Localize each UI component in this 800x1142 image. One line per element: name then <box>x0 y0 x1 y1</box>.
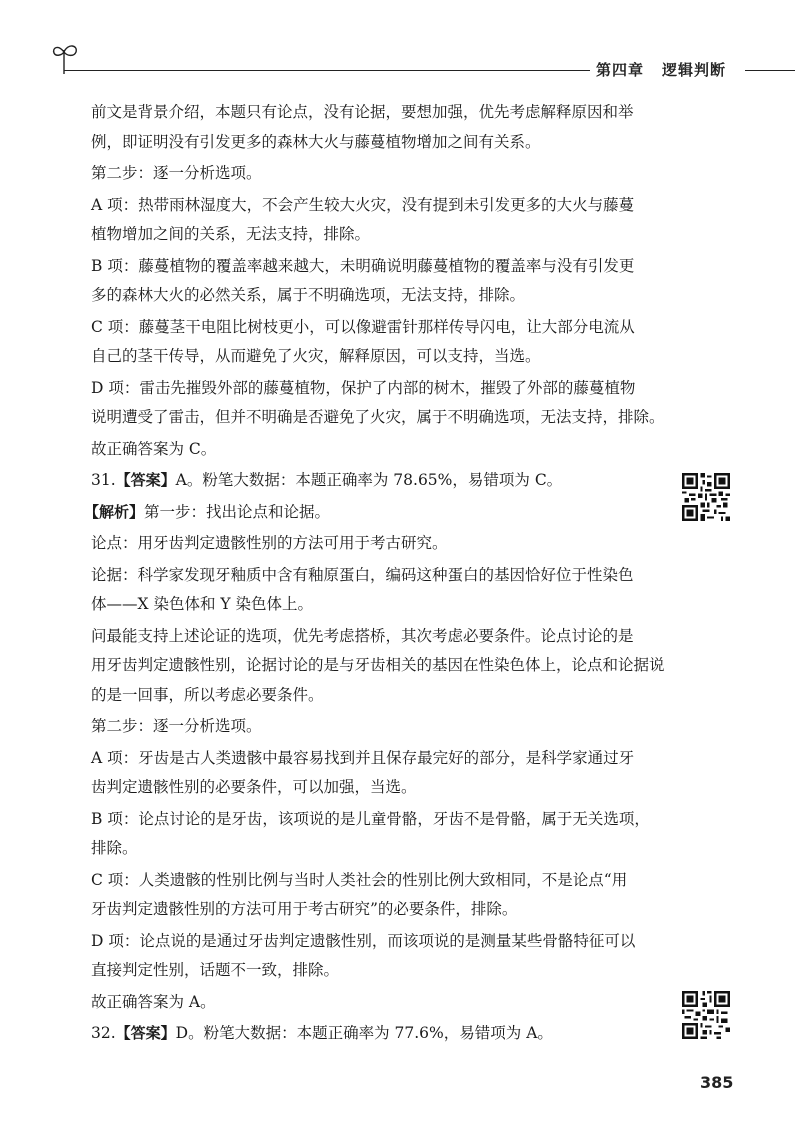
paragraph <box>60 435 660 465</box>
paragraph <box>60 744 660 803</box>
paragraph <box>60 866 660 925</box>
text-line: D 项：雷击先摧毁外部的藤蔓植物，保护了内部的树木，摧毁了外部的藤蔓植物 <box>91 378 636 397</box>
question-number: 32. <box>91 1024 116 1042</box>
analysis-tag: 【解析】 <box>84 502 145 521</box>
paragraph <box>60 159 660 189</box>
text-line: D 项：论点说的是通过牙齿判定遗骸性别，而该项说的是测量某些骨骼特征可以 <box>91 931 636 950</box>
text-line: 自己的茎干传导，从而避免了火灾，解释原因，可以支持，当选。 <box>91 347 541 365</box>
question-number: 31. <box>91 471 116 489</box>
chapter-title <box>596 59 726 80</box>
text-line: 直接判定性别，话题不一致，排除。 <box>91 961 340 979</box>
paragraph <box>60 374 665 433</box>
text-line: 例，即证明没有引发更多的森林大火与藤蔓植物增加之间有关系。 <box>91 132 541 151</box>
text-line: C 项：藤蔓茎干电阻比树枝更小，可以像避雷针那样传导闪电，让大部分电流从 <box>91 317 635 336</box>
text-line: 的是一回事，所以考虑必要条件。 <box>91 685 324 704</box>
paragraph <box>60 98 660 157</box>
text-line: 第二步：逐一分析选项。 <box>91 164 262 182</box>
text-line <box>60 466 660 496</box>
text-line: A 项：热带雨林湿度大，不会产生较大火灾，没有提到未引发更多的大火与藤蔓 <box>91 195 635 214</box>
body-text <box>60 98 665 1049</box>
header-rule-left <box>64 70 590 71</box>
text-line: 齿判定遗骸性别的必要条件，可以加强，当选。 <box>91 778 417 796</box>
paragraph <box>60 191 660 250</box>
answer-text: D。粉笔大数据：本题正确率为 77.6%，易错项为 A。 <box>175 1024 553 1042</box>
text-line: 前文是背景介绍，本题只有论点，没有论据，要想加强，优先考虑解释原因和举 <box>91 103 634 121</box>
text-line: 体——X 染色体和 Y 染色体上。 <box>91 595 314 613</box>
q31-answer <box>60 466 660 496</box>
text-line: 多的森林大火的必然关系，属于不明确选项，无法支持，排除。 <box>91 286 526 304</box>
text-line: 论据：科学家发现牙釉质中含有釉原蛋白，编码这种蛋白的基因恰好位于性染色 <box>91 565 634 584</box>
text-line: 故正确答案为 C。 <box>91 439 217 458</box>
text-line: 第二步：逐一分析选项。 <box>91 717 262 735</box>
chapter-number: 第四章 <box>596 61 645 79</box>
text-line: 牙齿判定遗骸性别的方法可用于考古研究”的必要条件，排除。 <box>91 900 518 918</box>
qr-code-icon[interactable] <box>682 473 730 521</box>
header-rule-right <box>745 70 795 71</box>
text-line: C 项：人类遗骸的性别比例与当时人类社会的性别比例大致相同，不是论点“用 <box>91 870 628 889</box>
paragraph <box>60 529 660 559</box>
section-name: 逻辑判断 <box>662 61 727 79</box>
text-line: 故正确答案为 A。 <box>91 992 216 1011</box>
page-header <box>0 0 800 90</box>
text-line: A 项：牙齿是古人类遗骸中最容易找到并且保存最完好的部分，是科学家通过牙 <box>91 748 635 767</box>
paragraph <box>60 313 660 372</box>
text-line: 用牙齿判定遗骸性别，论据讨论的是与牙齿相关的基因在性染色体上，论点和论据说 <box>91 656 665 674</box>
text-line: B 项：论点讨论的是牙齿，该项说的是儿童骨骼，牙齿不是骨骼，属于无关选项， <box>91 809 650 828</box>
paragraph <box>60 712 660 742</box>
text-line: 排除。 <box>91 839 138 857</box>
paragraph <box>60 252 660 311</box>
answer-tag: 【答案】 <box>115 1024 176 1042</box>
paragraph <box>60 988 660 1018</box>
paragraph <box>60 805 660 864</box>
text-line: 植物增加之间的关系，无法支持，排除。 <box>91 225 371 243</box>
text-line <box>60 1019 660 1049</box>
q31-analysis <box>60 498 660 528</box>
text-line <box>60 498 660 528</box>
paragraph <box>60 622 665 711</box>
answer-tag: 【答案】 <box>115 471 176 489</box>
answer-text: A。粉笔大数据：本题正确率为 78.65%，易错项为 C。 <box>175 471 563 489</box>
qr-code-icon[interactable] <box>682 991 730 1039</box>
page-number: 385 <box>700 1073 734 1092</box>
analysis-text: 第一步：找出论点和论据。 <box>144 502 331 521</box>
text-line: 说明遭受了雷击，但并不明确是否避免了火灾，属于不明确选项，无法支持，排除。 <box>91 408 665 426</box>
text-line: 论点：用牙齿判定遗骸性别的方法可用于考古研究。 <box>91 534 448 552</box>
q32-answer <box>60 1019 660 1049</box>
text-line: 问最能支持上述论证的选项，优先考虑搭桥，其次考虑必要条件。论点讨论的是 <box>91 626 634 645</box>
text-line: B 项：藤蔓植物的覆盖率越来越大，未明确说明藤蔓植物的覆盖率与没有引发更 <box>91 256 635 275</box>
paragraph <box>60 561 660 620</box>
paragraph <box>60 927 660 986</box>
